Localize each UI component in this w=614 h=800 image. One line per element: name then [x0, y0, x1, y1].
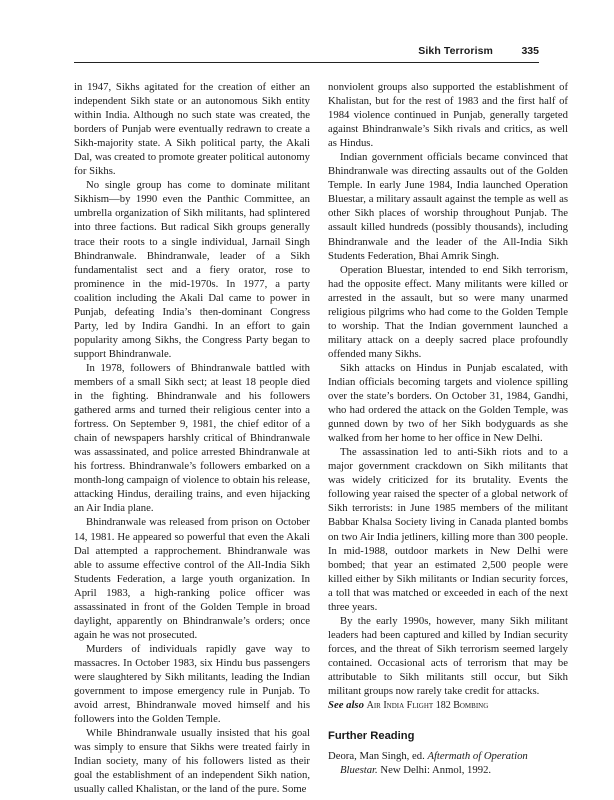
paragraph: The assassination led to anti-Sikh riots and to a major government crackdown on Sikh militants that was widely criticized for its brutality. Events the following year raised the specter of a global network of Sikh terrorists: in June 1985 members of the militant Babbar Khalsa Society living in Canada planted bombs on two Air India jetliners, killing more than 300 people. In mid-1988, outdoor markets in New Delhi were bombed; that year an estimated 2,500 people were killed either by Sikh militants or Indian security forces, a toll that was matched or exceeded in each of the next three years. [328, 446, 568, 613]
right-column [328, 80, 568, 777]
left-column [74, 80, 310, 796]
paragraph: nonviolent groups also supported the establishment of Khalistan, but for the rest of 1983 and the first half of 1984 violence continued in Punjab, generally targeted against Bhindranwale’s Sikh rivals and critics, as well as Hindus. [328, 81, 568, 150]
see-also [328, 698, 568, 713]
page-number: 335 [521, 45, 539, 57]
paragraph: Operation Bluestar, intended to end Sikh terrorism, had the opposite effect. Many militants were killed or arrested in the assault, but so were many unarmed religious pilgrims who had come to the Golden Temple to worship. That the Indian government launched a military attack on a deeply sacred place profoundly offended many Sikhs. [328, 263, 568, 360]
paragraph: in 1947, Sikhs agitated for the creation of either an independent Sikh state or an autonomous Sikh entity within India. Although no such state was created, the borders of Punjab were eventually redrawn to create a Sikh-majority state. A Sikh political party, the Akali Dal, was created to promote greater political autonomy for Sikhs. [74, 81, 310, 178]
paragraph: In 1978, followers of Bhindranwale battled with members of a small Sikh sect; at least 18 people died in the fighting. Bhindranwale and his followers gathered arms and turned their religious center into a fortress. On September 9, 1981, the chief editor of a chain of newspapers harshly critical of Bhindranwale was assassinated, and police arrested Bhindranwale at his fortress. Bhindranwale’s followers embarked on a month-long campaign of violence to obtain his release, attacking Hindus, derailing trains, and even hijacking an Air India plane. [74, 361, 310, 515]
paragraph: Murders of individuals rapidly gave way to massacres. In October 1983, six Hindu bus passengers were slaughtered by Sikh militants, leading the Indian government to impose emergency rule in Punjab. To avoid arrest, Bhindranwale moved himself and his followers into the Golden Temple. [74, 642, 310, 726]
reference-author: Deora, Man Singh, ed. [328, 750, 425, 763]
running-header [74, 44, 539, 63]
reference-title: Aftermath of Operation Bluestar. [340, 750, 528, 777]
see-also-label: See also [328, 699, 364, 712]
reference-entry [328, 749, 568, 777]
section-title: Sikh Terrorism [418, 45, 493, 57]
paragraph: Indian government officials became convinced that Bhindranwale was directing assaults out of the Golden Temple. In early June 1984, India launched Operation Bluestar, a military assault against the temple as well as other Sikh places of worship throughout Punjab. The assault killed hundreds (possibly thousands), including Bhindranwale and the leader of the All-India Sikh Students Federation, Bhai Amrik Singh. [328, 151, 568, 262]
further-reading-heading: Further Reading [328, 730, 415, 743]
paragraph: While Bhindranwale usually insisted that his goal was simply to ensure that Sikhs were treated fairly in Indian society, many of his followers listed as their goal the establishment of an independent Sikh nation, usually called Khalistan, or the land of the pure. Some [74, 727, 310, 796]
paragraph: Sikh attacks on Hindus in Punjab escalated, with Indian officials becoming targets and violence spilling over the state’s borders. On October 31, 1984, Gandhi, who had ordered the attack on the Golden Temple, was gunned down by two of her Sikh bodyguards as she walked from her home to her office in New Delhi. [328, 361, 568, 445]
reference-publisher: New Delhi: Anmol, 1992. [380, 764, 492, 777]
paragraph: Bhindranwale was released from prison on October 14, 1981. He appeared so powerful that even the Akali Dal attempted a rapprochement. Bhindranwale was able to assume effective control of the All-India Sikh Students Federation, a large youth organization. In April 1983, a high-ranking police officer was assassinated in front of the Golden Temple in broad daylight, apparently on Bhindranwale’s orders; once again he was not prosecuted. [74, 516, 310, 641]
see-also-link[interactable]: Air India Flight 182 Bombing [366, 700, 489, 712]
paragraph: No single group has come to dominate militant Sikhism—by 1990 even the Panthic Committee, an umbrella organization of Sikh militants, had splintered into three factions. But radical Sikh groups generally trace their roots to a single individual, Jarnail Singh Bhindranwale. Bhindranwale, leader of a Sikh fundamentalist sect and a fiery orator, rose to prominence in the mid-1970s. In 1977, a party coalition including the Akali Dal came to power in Punjab, defeating India’s then-dominant Congress Party, led by Indira Gandhi. In an effort to gain popularity among Sikhs, the Congress Party began to support Bhindranwale. [74, 179, 310, 360]
paragraph: By the early 1990s, however, many Sikh militant leaders had been captured and killed by Indian security forces, and the threat of Sikh terrorism seemed largely contained. Occasional acts of terrorism that may be attributable to Sikh militants still occur, but Sikh militant groups now rarely take credit for attacks. [328, 614, 568, 698]
